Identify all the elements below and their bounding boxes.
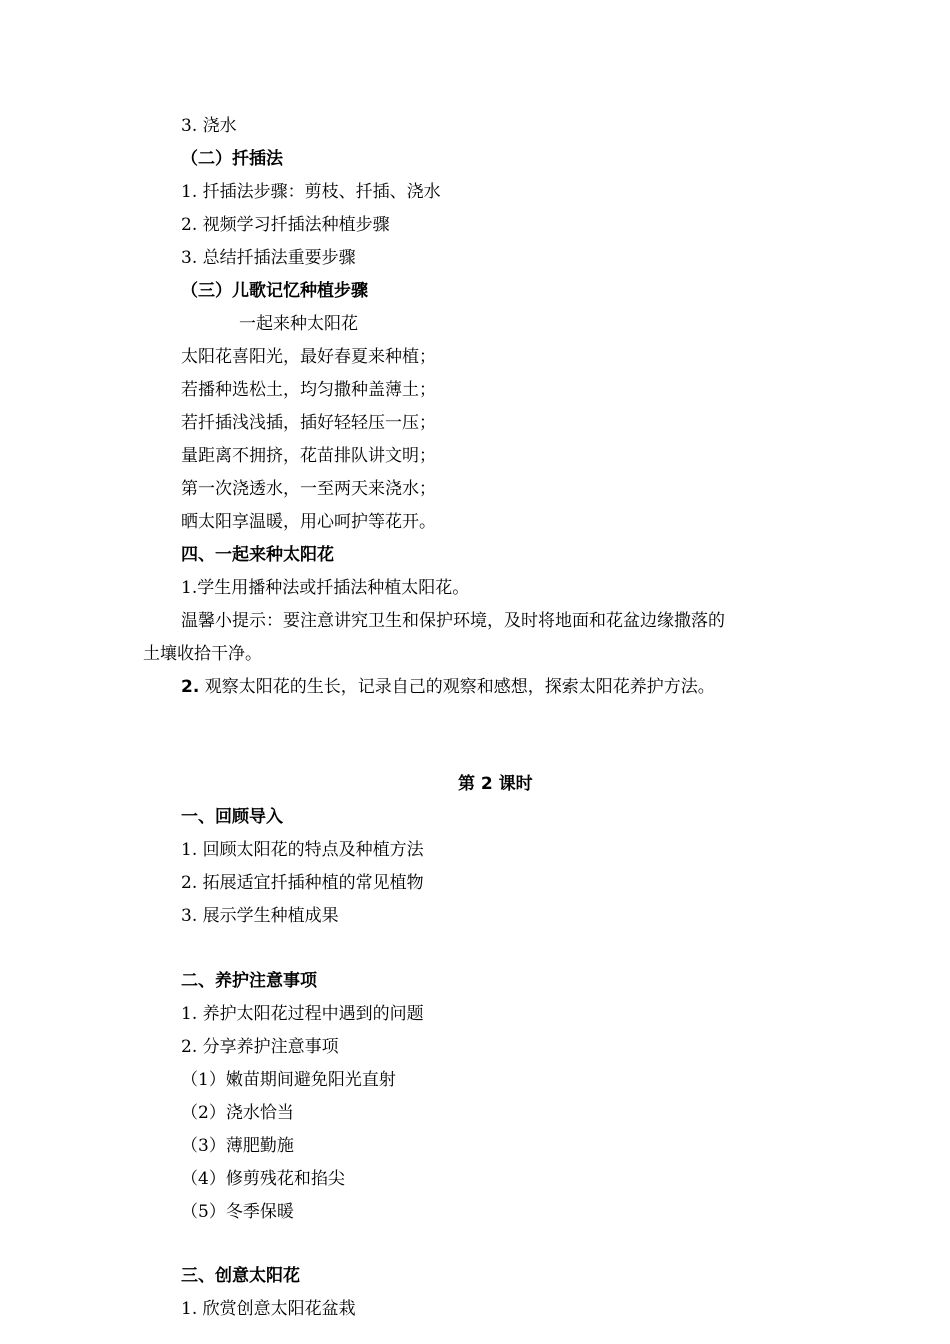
care-item: （5）冬季保暖 — [181, 1202, 294, 1222]
section-four-heading: 四、一起来种太阳花 — [181, 545, 334, 565]
song-line: 若扦插浅浅插，插好轻轻压一压； — [181, 413, 436, 433]
list-item: 3. 展示学生种植成果 — [181, 906, 339, 926]
song-line: 第一次浇透水，一至两天来浇水； — [181, 479, 436, 499]
song-line: 若播种选松土，均匀撒种盖薄土； — [181, 380, 436, 400]
section-song-heading: （三）儿歌记忆种植步骤 — [181, 281, 368, 301]
song-line: 量距离不拥挤，花苗排队讲文明； — [181, 446, 436, 466]
section-cuttings-heading: （二）扦插法 — [181, 149, 283, 169]
step-watering: 3. 浇水 — [181, 116, 237, 136]
list-item — [181, 676, 715, 698]
list-item: 2. 分享养护注意事项 — [181, 1037, 339, 1057]
care-item: （2）浇水恰当 — [181, 1103, 294, 1123]
song-title: 一起来种太阳花 — [239, 314, 358, 334]
list-item: 1. 回顾太阳花的特点及种植方法 — [181, 840, 424, 860]
care-item: （4）修剪残花和掐尖 — [181, 1169, 345, 1189]
care-item: （3）薄肥勤施 — [181, 1136, 294, 1156]
care-item: （1）嫩苗期间避免阳光直射 — [181, 1070, 396, 1090]
list-item: 1.学生用播种法或扦插法种植太阳花。 — [181, 578, 470, 598]
section-care-heading: 二、养护注意事项 — [181, 971, 317, 991]
tip-text-continued: 土壤收拾干净。 — [143, 644, 262, 664]
section-creative-heading: 三、创意太阳花 — [181, 1266, 300, 1286]
song-line: 晒太阳享温暖，用心呵护等花开。 — [181, 512, 436, 532]
item-text: 观察太阳花的生长，记录自己的观察和感想，探索太阳花养护方法。 — [204, 677, 715, 697]
list-item: 3. 总结扦插法重要步骤 — [181, 248, 356, 268]
item-number: 2. — [181, 677, 200, 697]
tip-text: 温馨小提示：要注意讲究卫生和保护环境，及时将地面和花盆边缘撒落的 — [181, 611, 725, 631]
song-line: 太阳花喜阳光，最好春夏来种植； — [181, 347, 436, 367]
list-item: 2. 视频学习扦插法种植步骤 — [181, 215, 390, 235]
list-item: 2. 拓展适宜扦插种植的常见植物 — [181, 873, 424, 893]
list-item: 1. 养护太阳花过程中遇到的问题 — [181, 1004, 424, 1024]
list-item: 1. 欣赏创意太阳花盆栽 — [181, 1299, 356, 1319]
lesson-title: 第 2 课时 — [458, 774, 533, 794]
section-review-heading: 一、回顾导入 — [181, 807, 283, 827]
list-item: 1. 扦插法步骤：剪枝、扦插、浇水 — [181, 182, 441, 202]
